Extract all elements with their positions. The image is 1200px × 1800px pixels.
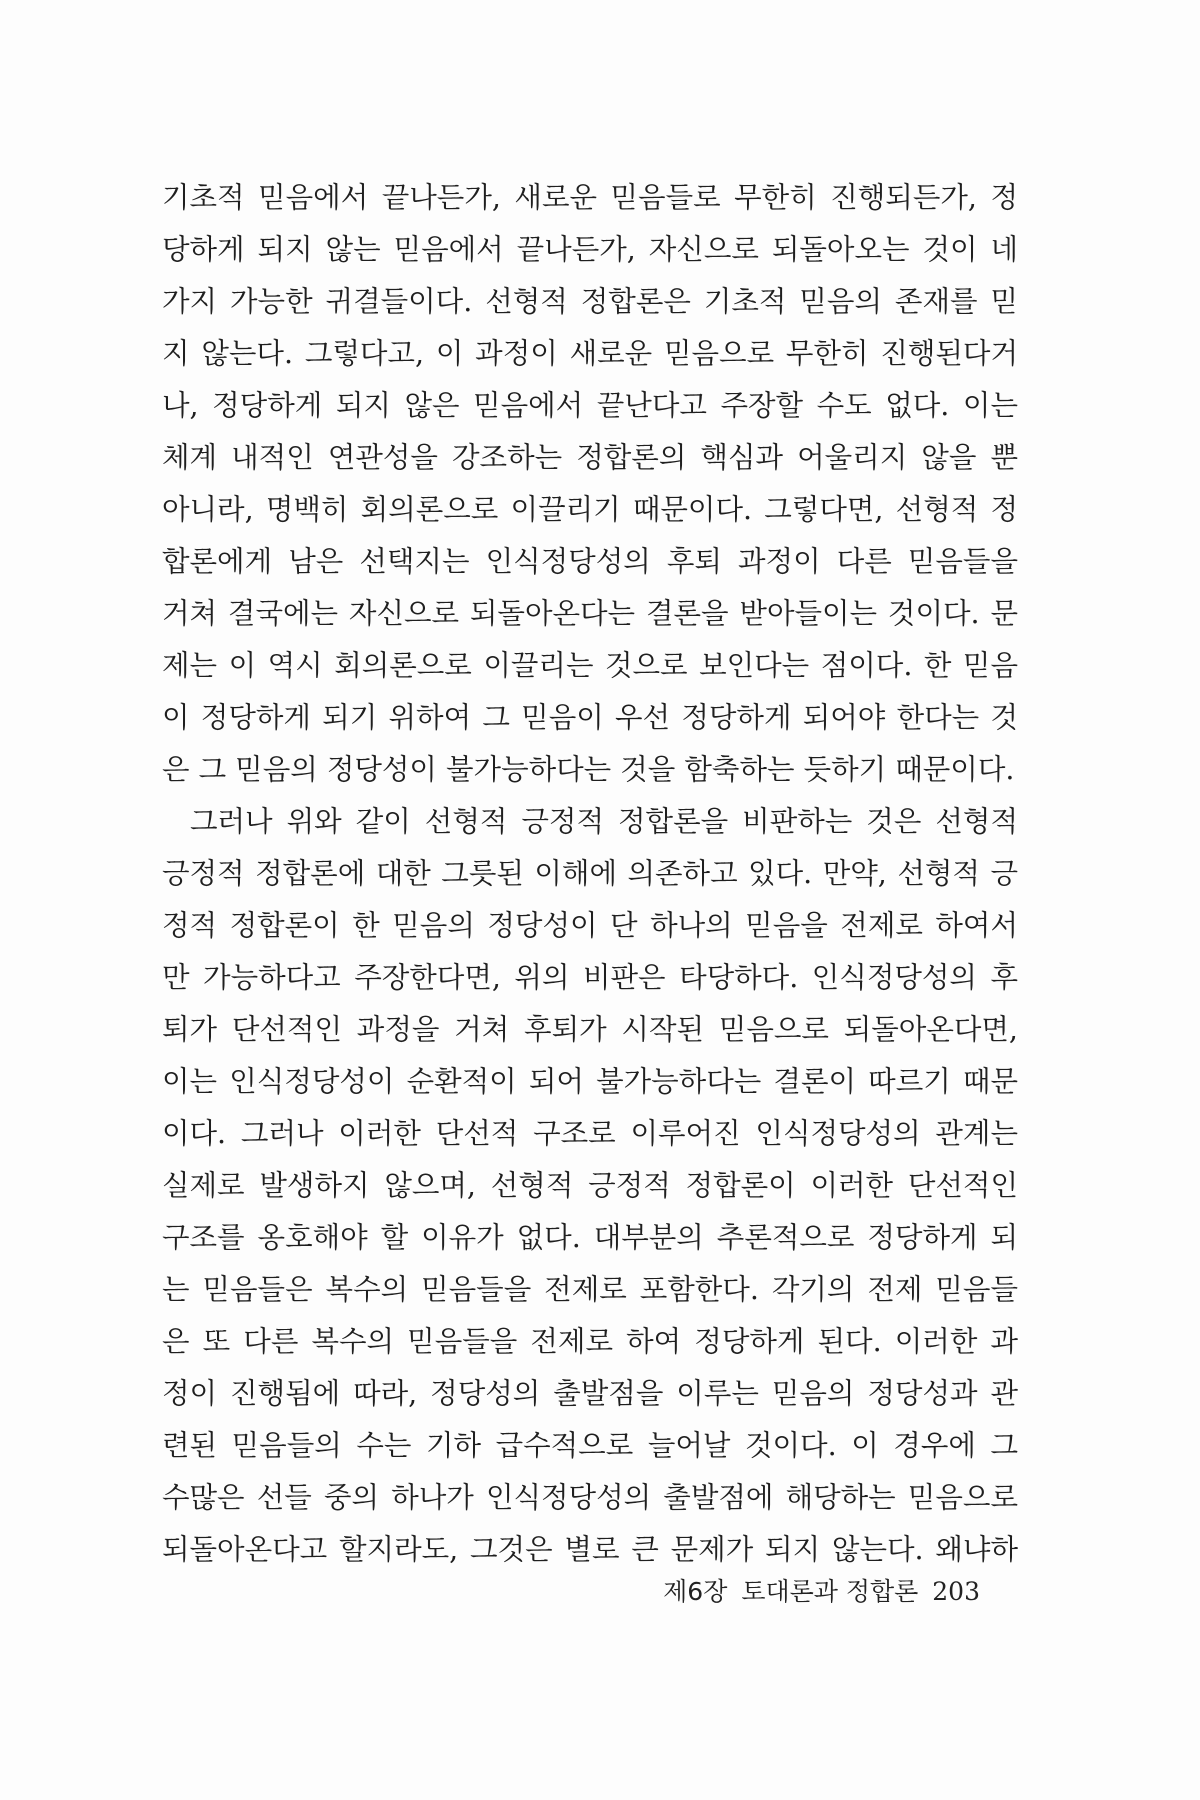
text-line: 체계 내적인 연관성을 강조하는 정합론의 핵심과 어울리지 않을 뿐	[162, 441, 1018, 474]
page-number: 203	[932, 1577, 980, 1606]
text-line: 가지 가능한 귀결들이다. 선형적 정합론은 기초적 믿음의 존재를 믿	[162, 285, 1018, 318]
body-text	[162, 172, 1018, 1576]
paragraph	[162, 796, 1018, 1576]
text-line: 련된 믿음들의 수는 기하 급수적으로 늘어날 것이다. 이 경우에 그	[162, 1429, 1018, 1462]
text-line: 아니라, 명백히 회의론으로 이끌리기 때문이다. 그렇다면, 선형적 정	[162, 493, 1018, 526]
text-line: 정이 진행됨에 따라, 정당성의 출발점을 이루는 믿음의 정당성과 관	[162, 1377, 1018, 1410]
text-line: 정적 정합론이 한 믿음의 정당성이 단 하나의 믿음을 전제로 하여서	[162, 909, 1018, 942]
text-line: 거쳐 결국에는 자신으로 되돌아온다는 결론을 받아들이는 것이다. 문	[162, 597, 1018, 630]
text-line: 나, 정당하게 되지 않은 믿음에서 끝난다고 주장할 수도 없다. 이는	[162, 389, 1018, 422]
text-line: 실제로 발생하지 않으며, 선형적 긍정적 정합론이 이러한 단선적인	[162, 1169, 1018, 1202]
text-line: 구조를 옹호해야 할 이유가 없다. 대부분의 추론적으로 정당하게 되	[162, 1221, 1018, 1254]
text-line: 당하게 되지 않는 믿음에서 끝나든가, 자신으로 되돌아오는 것이 네	[162, 233, 1018, 266]
chapter-title: 토대론과 정합론	[741, 1577, 919, 1606]
text-line: 은 그 믿음의 정당성이 불가능하다는 것을 함축하는 듯하기 때문이다.	[162, 753, 1015, 786]
text-line: 합론에게 남은 선택지는 인식정당성의 후퇴 과정이 다른 믿음들을	[162, 545, 1018, 578]
text-line: 이 정당하게 되기 위하여 그 믿음이 우선 정당하게 되어야 한다는 것	[162, 701, 1018, 734]
text-line: 지 않는다. 그렇다고, 이 과정이 새로운 믿음으로 무한히 진행된다거	[162, 337, 1018, 370]
text-line: 이다. 그러나 이러한 단선적 구조로 이루어진 인식정당성의 관계는	[162, 1117, 1018, 1150]
text-line: 기초적 믿음에서 끝나든가, 새로운 믿음들로 무한히 진행되든가, 정	[162, 181, 1018, 214]
text-line: 수많은 선들 중의 하나가 인식정당성의 출발점에 해당하는 믿음으로	[162, 1481, 1018, 1514]
text-line: 그러나 위와 같이 선형적 긍정적 정합론을 비판하는 것은 선형적	[190, 805, 1018, 838]
text-line: 퇴가 단선적인 과정을 거쳐 후퇴가 시작된 믿음으로 되돌아온다면,	[162, 1013, 1018, 1046]
text-line: 긍정적 정합론에 대한 그릇된 이해에 의존하고 있다. 만약, 선형적 긍	[162, 857, 1018, 890]
page-footer	[663, 1572, 980, 1608]
text-line: 만 가능하다고 주장한다면, 위의 비판은 타당하다. 인식정당성의 후	[162, 961, 1018, 994]
text-line: 이는 인식정당성이 순환적이 되어 불가능하다는 결론이 따르기 때문	[162, 1065, 1018, 1098]
text-line: 제는 이 역시 회의론으로 이끌리는 것으로 보인다는 점이다. 한 믿음	[162, 649, 1018, 682]
paragraph	[162, 172, 1018, 796]
text-line: 는 믿음들은 복수의 믿음들을 전제로 포함한다. 각기의 전제 믿음들	[162, 1273, 1018, 1306]
text-line: 은 또 다른 복수의 믿음들을 전제로 하여 정당하게 된다. 이러한 과	[162, 1325, 1018, 1358]
chapter-label: 제6장	[663, 1577, 728, 1606]
text-line: 되돌아온다고 할지라도, 그것은 별로 큰 문제가 되지 않는다. 왜냐하	[162, 1533, 1018, 1566]
